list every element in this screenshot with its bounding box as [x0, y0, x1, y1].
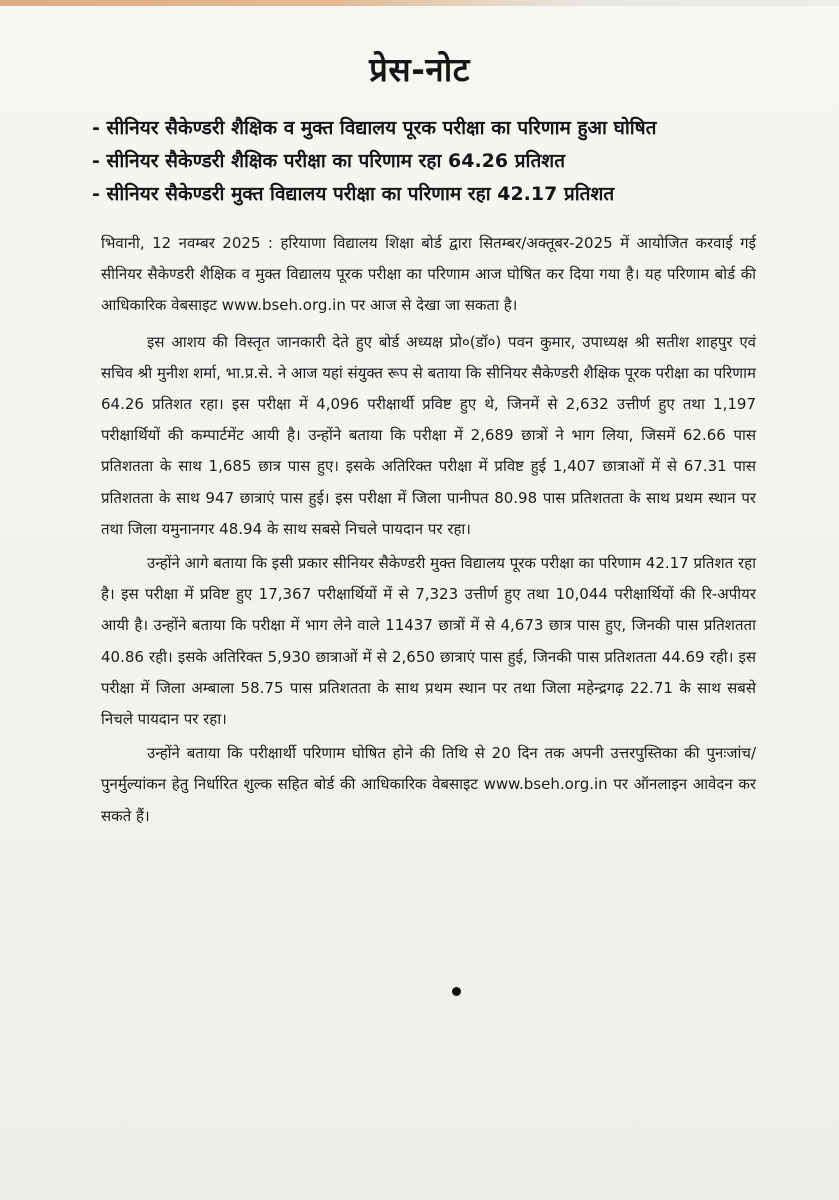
paper-top-edge [0, 0, 839, 6]
paragraph-rechecking-info: उन्होंने बताया कि परीक्षार्थी परिणाम घोषित होने की तिथि से 20 दिन तक अपनी उत्तरपुस्तिका की पुनःजांच/पुनर्मुल्यांकन हेतु निर्धारित शुल्क सहित बोर्ड की आधिकारिक वेबसाइट www.bseh.org.in पर ऑनलाइन आवेदन कर सकते हैं। [101, 744, 756, 825]
paragraph-open-school-result: उन्होंने आगे बताया कि इसी प्रकार सीनियर सैकेण्डरी मुक्त विद्यालय पूरक परीक्षा का परिणाम 42.17 प्रतिशत रहा है। इस परीक्षा में प्रविष्ट हुए 17,367 परीक्षार्थियों में से 7,323 उत्तीर्ण हुए तथा 10,044 परीक्षार्थियों की रि-अपीयर आयी है। उन्होंने बताया कि परीक्षा में भाग लेने वाले 11437 छात्रों में से 4,673 छात्र पास हुए, जिनकी पास प्रतिशतता 40.86 रही। इसके अतिरिक्त 5,930 छात्राओं में से 2,650 छात्राएं पास हुई, जिनकी पास प्रतिशतता 44.69 रही। इस परीक्षा में जिला अम्बाला 58.75 पास प्रतिशतता के साथ प्रथम स्थान पर तथा जिला महेन्द्रगढ़ 22.71 के साथ सबसे निचले पायदान पर रहा। [101, 554, 756, 729]
paragraph-intro: भिवानी, 12 नवम्बर 2025 : हरियाणा विद्यालय शिक्षा बोर्ड द्वारा सितम्बर/अक्तूबर-2025 में आयोजित करवाई गई सीनियर सैकेण्डरी शैक्षिक व मुक्त विद्यालय पूरक परीक्षा का परिणाम आज घोषित कर दिया गया है। यह परिणाम बोर्ड की आधिकारिक वेबसाइट www.bseh.org.in पर आज से देखा जा सकता है। [101, 234, 756, 315]
page-title: प्रेस-नोट [369, 50, 470, 89]
headline-1: - सीनियर सैकेण्डरी शैक्षिक व मुक्त विद्यालय पूरक परीक्षा का परिणाम हुआ घोषित [92, 117, 657, 139]
paragraph-academic-result: इस आशय की विस्तृत जानकारी देते हुए बोर्ड अध्यक्ष प्रो०(डॉ०) पवन कुमार, उपाध्यक्ष श्री सतीश शाहपुर एवं सचिव श्री मुनीश शर्मा, भा.प्र.से. ने आज यहां संयुक्त रूप से बताया कि सीनियर सैकेण्डरी शैक्षिक पूरक परीक्षा का परिणाम 64.26 प्रतिशत रहा। इस परीक्षा में 4,096 परीक्षार्थी प्रविष्ट हुए थे, जिनमें से 2,632 उत्तीर्ण हुए तथा 1,197 परीक्षार्थियों की कम्पार्टमेंट आयी है। उन्होंने बताया कि परीक्षा में 2,689 छात्रों ने भाग लिया, जिसमें 62.66 पास प्रतिशतता के साथ 1,685 छात्र पास हुए। इसके अतिरिक्त परीक्षा में प्रविष्ट हुई 1,407 छात्राओं में से 67.31 पास प्रतिशतता के साथ 947 छात्राएं पास हुई। इस परीक्षा में जिला पानीपत 80.98 पास प्रतिशतता के साथ प्रथम स्थान पर तथा जिला यमुनानगर 48.94 के साथ सबसे निचले पायदान पर रहा। [101, 332, 756, 538]
headline-list [92, 112, 812, 211]
headline-2: - सीनियर सैकेण्डरी शैक्षिक परीक्षा का परिणाम रहा 64.26 प्रतिशत [92, 150, 566, 172]
headline-3: - सीनियर सैकेण्डरी मुक्त विद्यालय परीक्षा का परिणाम रहा 42.17 प्रतिशत [92, 183, 615, 205]
end-bullet [452, 987, 461, 996]
press-note-body [101, 228, 756, 835]
